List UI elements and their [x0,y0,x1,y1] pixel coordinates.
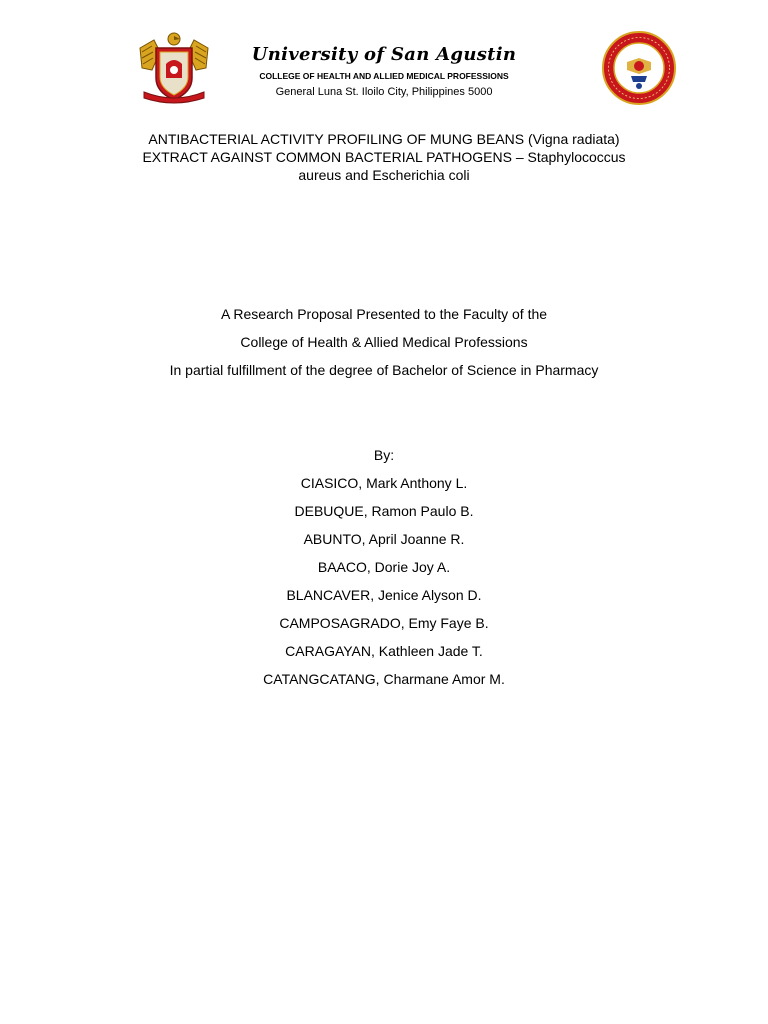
statement-line: A Research Proposal Presented to the Faculty of the [220,306,548,322]
author-name: BLANCAVER, Jenice Alyson D. [286,587,482,603]
university-name: University of San Agustin [251,44,517,65]
author-name: DEBUQUE, Ramon Paulo B. [294,503,474,519]
research-title [100,130,668,184]
statement-line: College of Health & Allied Medical Professions [240,334,528,350]
proposal-statement [100,305,668,389]
title-line: EXTRACT AGAINST COMMON BACTERIAL PATHOGENS – Staphylococcus [142,149,626,165]
author-name: CIASICO, Mark Anthony L. [300,475,468,491]
author-name: ABUNTO, April Joanne R. [303,531,465,547]
author-list [100,446,668,698]
university-crest-logo [138,30,210,106]
author-name: CAMPOSAGRADO, Emy Faye B. [279,615,489,631]
author-name: CATANGCATANG, Charmane Amor M. [263,671,505,687]
college-seal-logo [601,30,677,106]
statement-line: In partial fulfillment of the degree of Bachelor of Science in Pharmacy [169,362,599,378]
university-address: General Luna St. Iloilo City, Philippines 5000 [275,86,493,98]
by-label: By: [373,447,395,463]
author-name: BAACO, Dorie Joy A. [317,559,451,575]
letterhead [214,44,554,99]
college-name: COLLEGE OF HEALTH AND ALLIED MEDICAL PROFESSIONS [259,71,509,81]
title-line: ANTIBACTERIAL ACTIVITY PROFILING OF MUNG BEANS (Vigna radiata) [148,131,620,147]
author-name: CARAGAYAN, Kathleen Jade T. [285,643,483,659]
title-line: aureus and Escherichia coli [298,167,470,183]
